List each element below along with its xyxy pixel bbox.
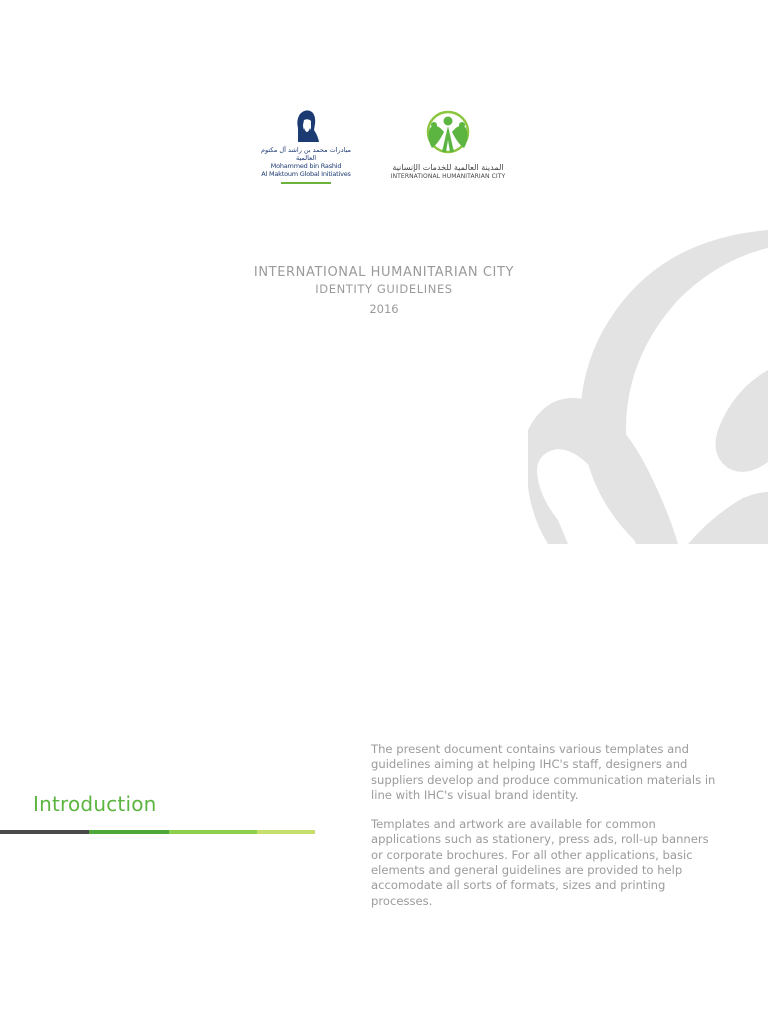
- portrait-icon: [288, 106, 324, 144]
- document-title: INTERNATIONAL HUMANITARIAN CITY: [253, 265, 515, 280]
- introduction-heading: Introduction: [33, 792, 157, 816]
- decorative-watermark: [528, 230, 768, 544]
- section-divider-rule: [0, 830, 315, 834]
- ihc-english-name: INTERNATIONAL HUMANITARIAN CITY: [390, 173, 506, 180]
- mbr-english-line1: Mohammed bin Rashid: [270, 162, 342, 170]
- introduction-paragraph-1: The present document contains various templates and guidelines aiming at helping IHC's staff, designers and suppliers develop and produce communication materials in line with IHC's visual brand identity.: [371, 742, 716, 802]
- humanitarian-figures-icon: [422, 108, 474, 160]
- mbr-global-initiatives-logo: [254, 106, 358, 186]
- logo-bar: [0, 100, 768, 190]
- document-year: 2016: [369, 302, 399, 316]
- mbr-underline: [281, 182, 331, 184]
- document-subtitle: IDENTITY GUIDELINES: [315, 282, 453, 296]
- introduction-body: [371, 742, 716, 923]
- ihc-watermark-icon: [528, 230, 768, 544]
- ihc-arabic-name: المدينة العالمية للخدمات الإنسانية: [392, 163, 504, 172]
- mbr-english-line2: Al Maktoum Global Initiatives: [261, 170, 351, 178]
- ihc-logo: [378, 108, 518, 188]
- mbr-arabic-name: مبادرات محمد بن راشد آل مكتوم العالمية: [260, 146, 352, 162]
- introduction-paragraph-2: Templates and artwork are available for common applications such as stationery, press ads, roll-up banners or corporate brochures. For all other applications, basic elements and general guidelines are provided to help accomodate all sorts of formats, sizes and printing processes.: [371, 817, 709, 908]
